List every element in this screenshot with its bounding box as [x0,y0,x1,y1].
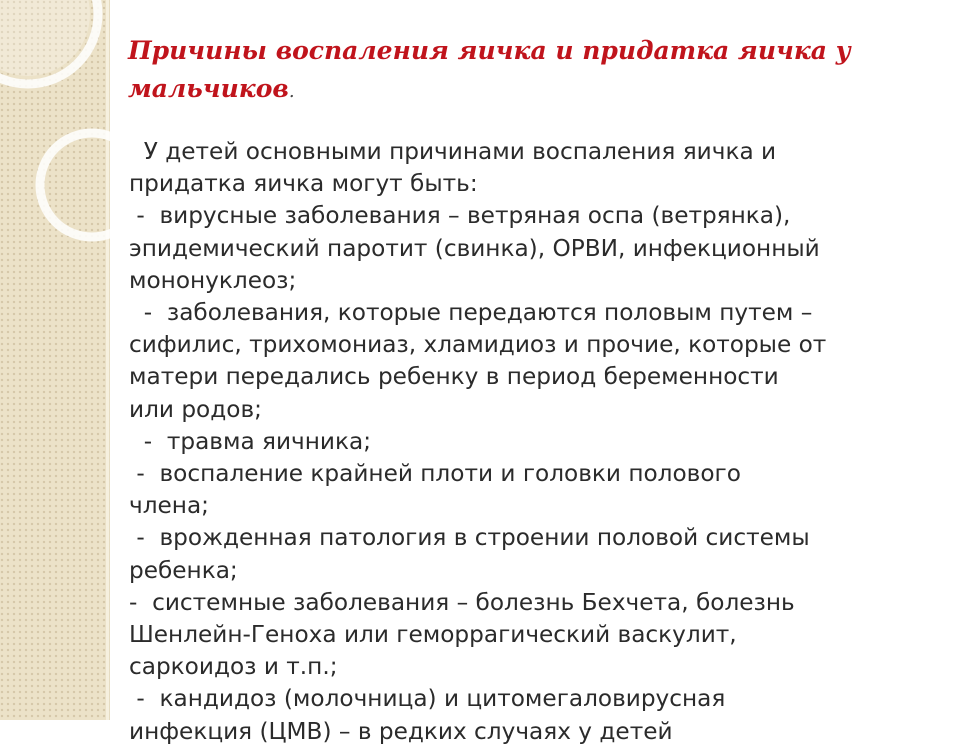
decorative-rings [0,0,130,260]
body-line: саркоидоз и т.п.; [129,653,338,681]
body-line: - заболевания, которые передаются половым путем – [129,299,813,327]
body-line: - воспаление крайней плоти и головки полового [129,460,741,488]
body-line: придатка яичка могут быть: [129,170,478,198]
body-line: Шенлейн-Геноха или геморрагический васкулит, [129,621,737,649]
body-line: инфекция (ЦМВ) – в редких случаях у детей [129,717,673,745]
body-line: ребенка; [129,556,238,584]
slide-title-suffix: . [288,81,295,102]
body-line: матери передались ребенку в период беременности [129,363,779,391]
slide-title [128,32,868,111]
body-line: сифилис, трихомониаз, хламидиоз и прочие, которые от [129,331,827,359]
body-line: - врожденная патология в строении половой системы [129,524,810,552]
body-line: мононуклеоз; [129,266,297,294]
slide-body [129,136,929,748]
body-line: - травма яичника; [129,427,372,455]
body-line: - кандидоз (молочница) и цитомегаловирусная [129,685,726,713]
body-line: эпидемический паротит (свинка), ОРВИ, инфекционный [129,234,820,262]
body-line: - вирусные заболевания – ветряная оспа (ветрянка), [129,202,791,230]
body-line: члена; [129,492,209,520]
body-line: или родов; [129,395,262,423]
body-line: У детей основными причинами воспаления яичка и [129,138,777,165]
body-line: - системные заболевания – болезнь Бехчета, болезнь [129,588,795,616]
slide-title-text: Причины воспаления яичка и придатка яичка у мальчиков [128,36,851,103]
